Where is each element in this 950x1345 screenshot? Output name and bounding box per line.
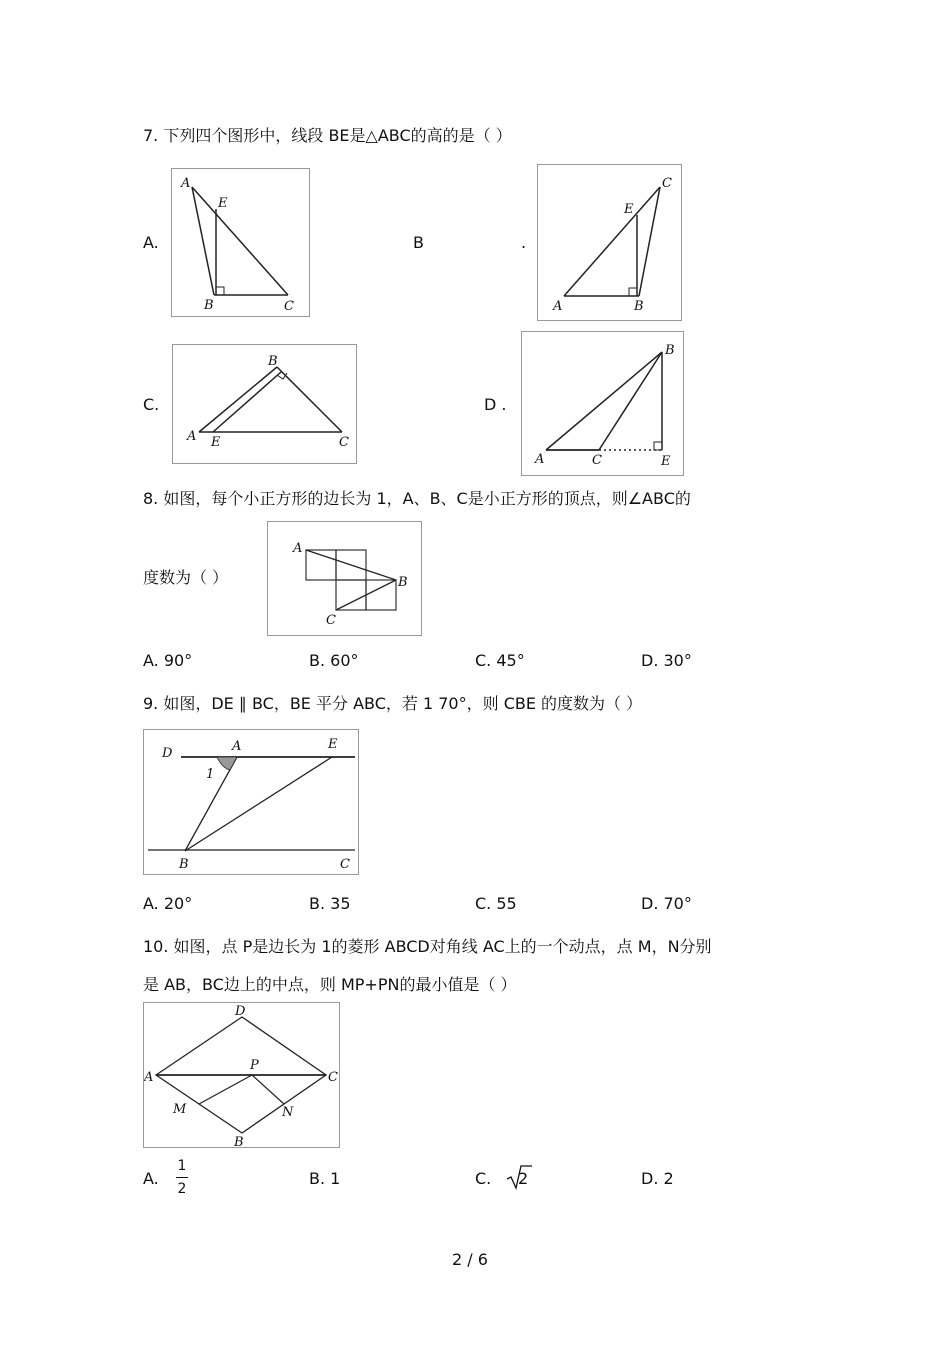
label-A: A [232,739,242,754]
label-B: B [179,857,189,872]
label-C: C [326,613,336,628]
label-C: C [662,176,672,191]
q10-option-a-fraction-bar [176,1177,188,1178]
label-C: C [340,857,350,872]
q8-stem-continued: 度数为（ ） [143,568,229,587]
q10-option-a-label: A. [143,1169,159,1188]
q8-option-a: A. 90° [143,651,193,670]
q10-stem-continued: 是 AB，BC边上的中点，则 MP+PN的最小值是（ ） [143,975,517,994]
label-D: D [235,1004,246,1019]
q10-option-c-radicand: 2 [518,1169,529,1188]
q10-option-a-numerator: 1 [177,1158,187,1174]
label-B: B [634,299,644,314]
label-A: A [181,176,191,191]
q8-option-d: D. 30° [641,651,692,670]
q7-figure-a [171,168,310,317]
q10-figure-rhombus-drawing [144,1003,341,1149]
label-C: C [592,453,602,468]
q7-option-a: A. [143,233,159,252]
q10-option-d: D. 2 [641,1169,674,1188]
q9-option-d: D. 70° [641,894,692,913]
q7-option-d: D . [484,395,507,414]
q9-option-b: B. 35 [309,894,351,913]
q7-figure-c-drawing [173,345,358,465]
page-number: 2 / 6 [452,1250,488,1269]
q7-figure-d-drawing [522,332,685,477]
q7-figure-b-drawing [538,165,683,322]
label-E: E [218,196,228,211]
q9-option-c: C. 55 [475,894,517,913]
q8-stem: 8. 如图，每个小正方形的边长为 1，A、B、C是小正方形的顶点，则∠ABC的 [143,489,691,508]
label-D: D [162,746,173,761]
label-B: B [234,1135,244,1149]
label-B: B [204,298,214,313]
q7-option-b-dot: . [521,233,527,252]
q7-option-c: C. [143,395,160,414]
label-A: A [293,541,303,556]
label-A: A [535,452,545,467]
q10-option-b: B. 1 [309,1169,341,1188]
label-E: E [661,454,671,469]
label-C: C [339,435,349,450]
q7-figure-a-drawing [172,169,311,318]
label-C: C [328,1070,338,1085]
q8-option-b: B. 60° [309,651,359,670]
label-C: C [284,299,294,314]
label-A: A [144,1070,154,1085]
q8-figure-grid-drawing [268,522,423,637]
label-E: E [211,435,221,450]
q9-option-a: A. 20° [143,894,193,913]
q10-stem: 10. 如图，点 P是边长为 1的菱形 ABCD对角线 AC上的一个动点，点 M，N分别 [143,937,712,956]
q10-option-c-label: C. [475,1169,492,1188]
q9-figure [143,729,359,875]
label-A: A [553,299,563,314]
q7-figure-d [521,331,684,476]
label-E: E [328,737,338,752]
q7-figure-b [537,164,682,321]
label-B: B [665,343,675,358]
q7-option-b: B [413,233,424,252]
label-B: B [398,575,408,590]
label-B: B [268,354,278,369]
q9-stem: 9. 如图，DE ∥ BC，BE 平分 ABC，若 1 70°，则 CBE 的度数为（ ） [143,694,643,713]
q10-option-a-denominator: 2 [177,1181,187,1197]
q7-figure-c [172,344,357,464]
label-N: N [282,1105,294,1120]
q8-option-c: C. 45° [475,651,525,670]
label-P: P [250,1058,259,1073]
label-A: A [187,429,197,444]
label-M: M [173,1102,187,1117]
label-angle-1: 1 [206,767,215,782]
label-E: E [624,202,634,217]
q10-figure-rhombus [143,1002,340,1148]
q9-figure-drawing [144,730,360,876]
q7-stem: 7. 下列四个图形中，线段 BE是△ABC的高的是（ ） [143,126,512,145]
q8-figure-grid [267,521,422,636]
